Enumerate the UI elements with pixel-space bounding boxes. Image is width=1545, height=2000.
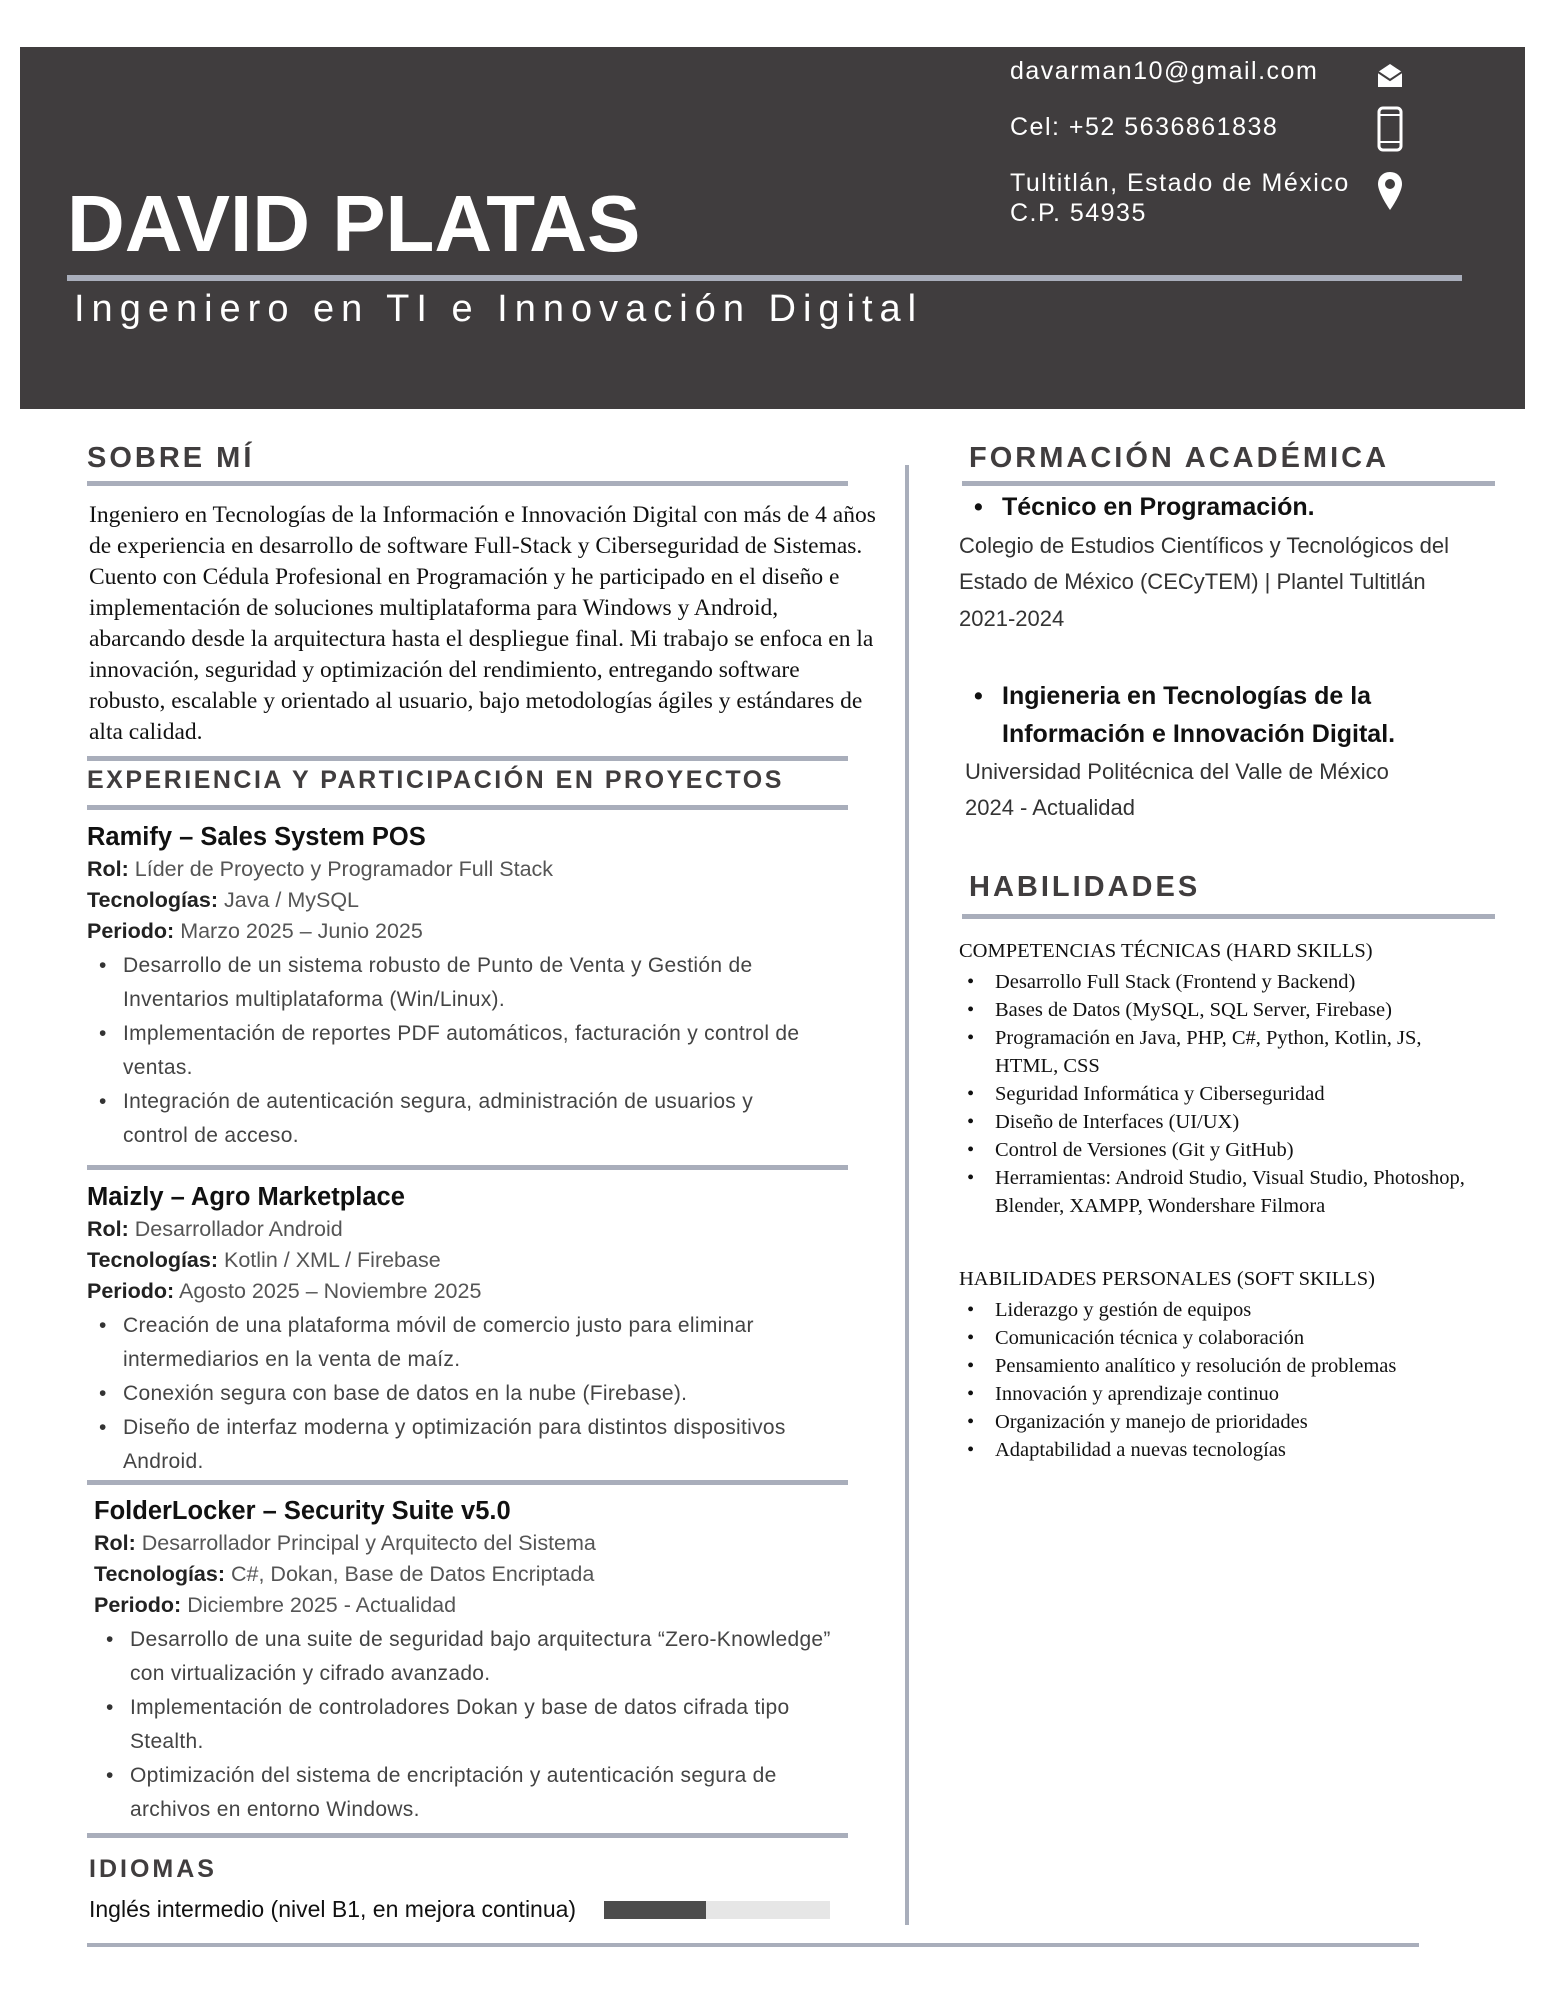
list-item: • Optimización del sistema de encriptación y autenticación segura de archivos en entorno Windows. (94, 1759, 834, 1827)
job-title: Ingeniero en TI e Innovación Digital (74, 288, 924, 330)
education-dates: 2024 - Actualidad (965, 795, 1136, 820)
project-divider (87, 1165, 848, 1170)
list-item: • Seguridad Informática y Ciberseguridad (959, 1080, 1479, 1108)
education-school: Estado de México (CECyTEM) | Plantel Tultitlán (959, 569, 1426, 594)
project-title: Ramify – Sales System POS (87, 823, 426, 851)
project-bullets (94, 1623, 834, 1827)
contact-location (1010, 168, 1350, 228)
education-dates: 2021-2024 (959, 606, 1065, 631)
project-tech: Tecnologías: Java / MySQL (87, 888, 360, 912)
list-item: • Diseño de Interfaces (UI/UX) (959, 1108, 1479, 1136)
idiomas-rule (87, 1833, 848, 1838)
list-item: • Adaptabilidad a nuevas tecnologías (959, 1436, 1479, 1464)
contact-phone[interactable]: Cel: +52 5636861838 (1010, 113, 1279, 141)
experience-rule-bottom (87, 805, 848, 810)
list-item: • Pensamiento analítico y resolución de problemas (959, 1352, 1479, 1380)
project-role: Rol: Líder de Proyecto y Programador Full Stack (87, 857, 554, 881)
experience-title: EXPERIENCIA Y PARTICIPACIÓN EN PROYECTOS (87, 766, 784, 794)
about-rule (87, 481, 848, 486)
envelope-icon (1375, 60, 1405, 90)
list-item: • Conexión segura con base de datos en la nube (Firebase). (87, 1377, 827, 1411)
project-divider (87, 1480, 848, 1485)
language-english: Inglés intermedio (nivel B1, en mejora continua) (89, 1896, 577, 1922)
footer-rule (87, 1943, 1419, 1947)
location-city: Tultitlán, Estado de México (1010, 169, 1350, 197)
project-title: Maizly – Agro Marketplace (87, 1183, 405, 1211)
skills-rule (962, 914, 1495, 919)
project-folderlocker (94, 1494, 874, 1827)
list-item: • Desarrollo Full Stack (Frontend y Backend) (959, 968, 1479, 996)
list-item: • Liderazgo y gestión de equipos (959, 1296, 1479, 1324)
about-title: SOBRE MÍ (87, 442, 255, 474)
list-item: • Innovación y aprendizaje continuo (959, 1380, 1479, 1408)
education-degree: • Técnico en Programación. (960, 488, 1520, 526)
list-item: • Implementación de controladores Dokan y base de datos cifrada tipo Stealth. (94, 1691, 834, 1759)
project-ramify (87, 820, 867, 1153)
project-tech: Tecnologías: Kotlin / XML / Firebase (87, 1248, 441, 1272)
education-title: FORMACIÓN ACADÉMICA (969, 442, 1390, 474)
project-period: Periodo: Agosto 2025 – Noviembre 2025 (87, 1279, 482, 1303)
list-item: • Herramientas: Android Studio, Visual Studio, Photoshop, Blender, XAMPP, Wondershare Filmora (959, 1164, 1479, 1220)
phone-icon (1375, 106, 1405, 152)
list-item: • Creación de una plataforma móvil de comercio justo para eliminar intermediarios en la venta de maíz. (87, 1309, 827, 1377)
list-item: • Programación en Java, PHP, C#, Python, Kotlin, JS, HTML, CSS (959, 1024, 1479, 1080)
education-school: Universidad Politécnica del Valle de México (965, 759, 1389, 784)
list-item: • Integración de autenticación segura, administración de usuarios y control de acceso. (87, 1085, 807, 1153)
skills-title: HABILIDADES (969, 871, 1201, 903)
list-item: • Control de Versiones (Git y GitHub) (959, 1136, 1479, 1164)
list-item: • Organización y manejo de prioridades (959, 1408, 1479, 1436)
education-rule (962, 481, 1495, 486)
header-divider (67, 275, 1462, 281)
project-role: Rol: Desarrollador Android (87, 1217, 343, 1241)
hard-skills-list (959, 968, 1479, 1220)
contact-email[interactable]: davarman10@gmail.com (1010, 57, 1319, 85)
soft-skills-title: HABILIDADES PERSONALES (SOFT SKILLS) (959, 1268, 1375, 1290)
hard-skills-title: COMPETENCIAS TÉCNICAS (HARD SKILLS) (959, 940, 1373, 962)
project-bullets (87, 1309, 827, 1479)
project-tech: Tecnologías: C#, Dokan, Base de Datos Encriptada (94, 1562, 595, 1586)
project-title: FolderLocker – Security Suite v5.0 (94, 1497, 511, 1525)
candidate-name: DAVID PLATAS (67, 179, 641, 268)
project-period: Periodo: Diciembre 2025 - Actualidad (94, 1593, 457, 1617)
list-item: • Diseño de interfaz moderna y optimización para distintos dispositivos Android. (87, 1411, 827, 1479)
map-pin-icon (1375, 170, 1405, 212)
list-item: • Comunicación técnica y colaboración (959, 1324, 1479, 1352)
project-period: Periodo: Marzo 2025 – Junio 2025 (87, 919, 423, 943)
location-postal-code: C.P. 54935 (1010, 199, 1147, 227)
experience-rule-top (87, 756, 848, 761)
languages-title: IDIOMAS (89, 1855, 217, 1883)
project-bullets (87, 949, 807, 1153)
education-school: Colegio de Estudios Científicos y Tecnológicos del (959, 533, 1449, 558)
project-maizly (87, 1180, 867, 1479)
soft-skills-list (959, 1296, 1479, 1464)
education-degree: • Ingieneria en Tecnologías de la Información e Innovación Digital. (960, 677, 1430, 753)
list-item: • Bases de Datos (MySQL, SQL Server, Firebase) (959, 996, 1479, 1024)
about-text: Ingeniero en Tecnologías de la Información e Innovación Digital con más de 4 años de experiencia en desarrollo de software Full-Stack y Ciberseguridad de Sistemas. Cuento con Cédula Profesional en Programación y he participado en el diseño e implementación de soluciones multiplataforma para Windows y Android, abarcando desde la arquitectura hasta el despliegue final. Mi trabajo se enfoca en la innovación, seguridad y optimización del rendimiento, entregando software robusto, escalable y orientado al usuario, bajo metodologías ágiles y estándares de alta calidad. (89, 502, 876, 745)
list-item: • Desarrollo de una suite de seguridad bajo arquitectura “Zero-Knowledge” con virtualización y cifrado avanzado. (94, 1623, 834, 1691)
language-level-bar (604, 1901, 830, 1919)
column-divider (905, 465, 909, 1925)
list-item: • Desarrollo de un sistema robusto de Punto de Venta y Gestión de Inventarios multiplataforma (Win/Linux). (87, 949, 807, 1017)
project-role: Rol: Desarrollador Principal y Arquitecto del Sistema (94, 1531, 596, 1555)
list-item: • Implementación de reportes PDF automáticos, facturación y control de ventas. (87, 1017, 807, 1085)
language-level-fill (604, 1901, 706, 1919)
